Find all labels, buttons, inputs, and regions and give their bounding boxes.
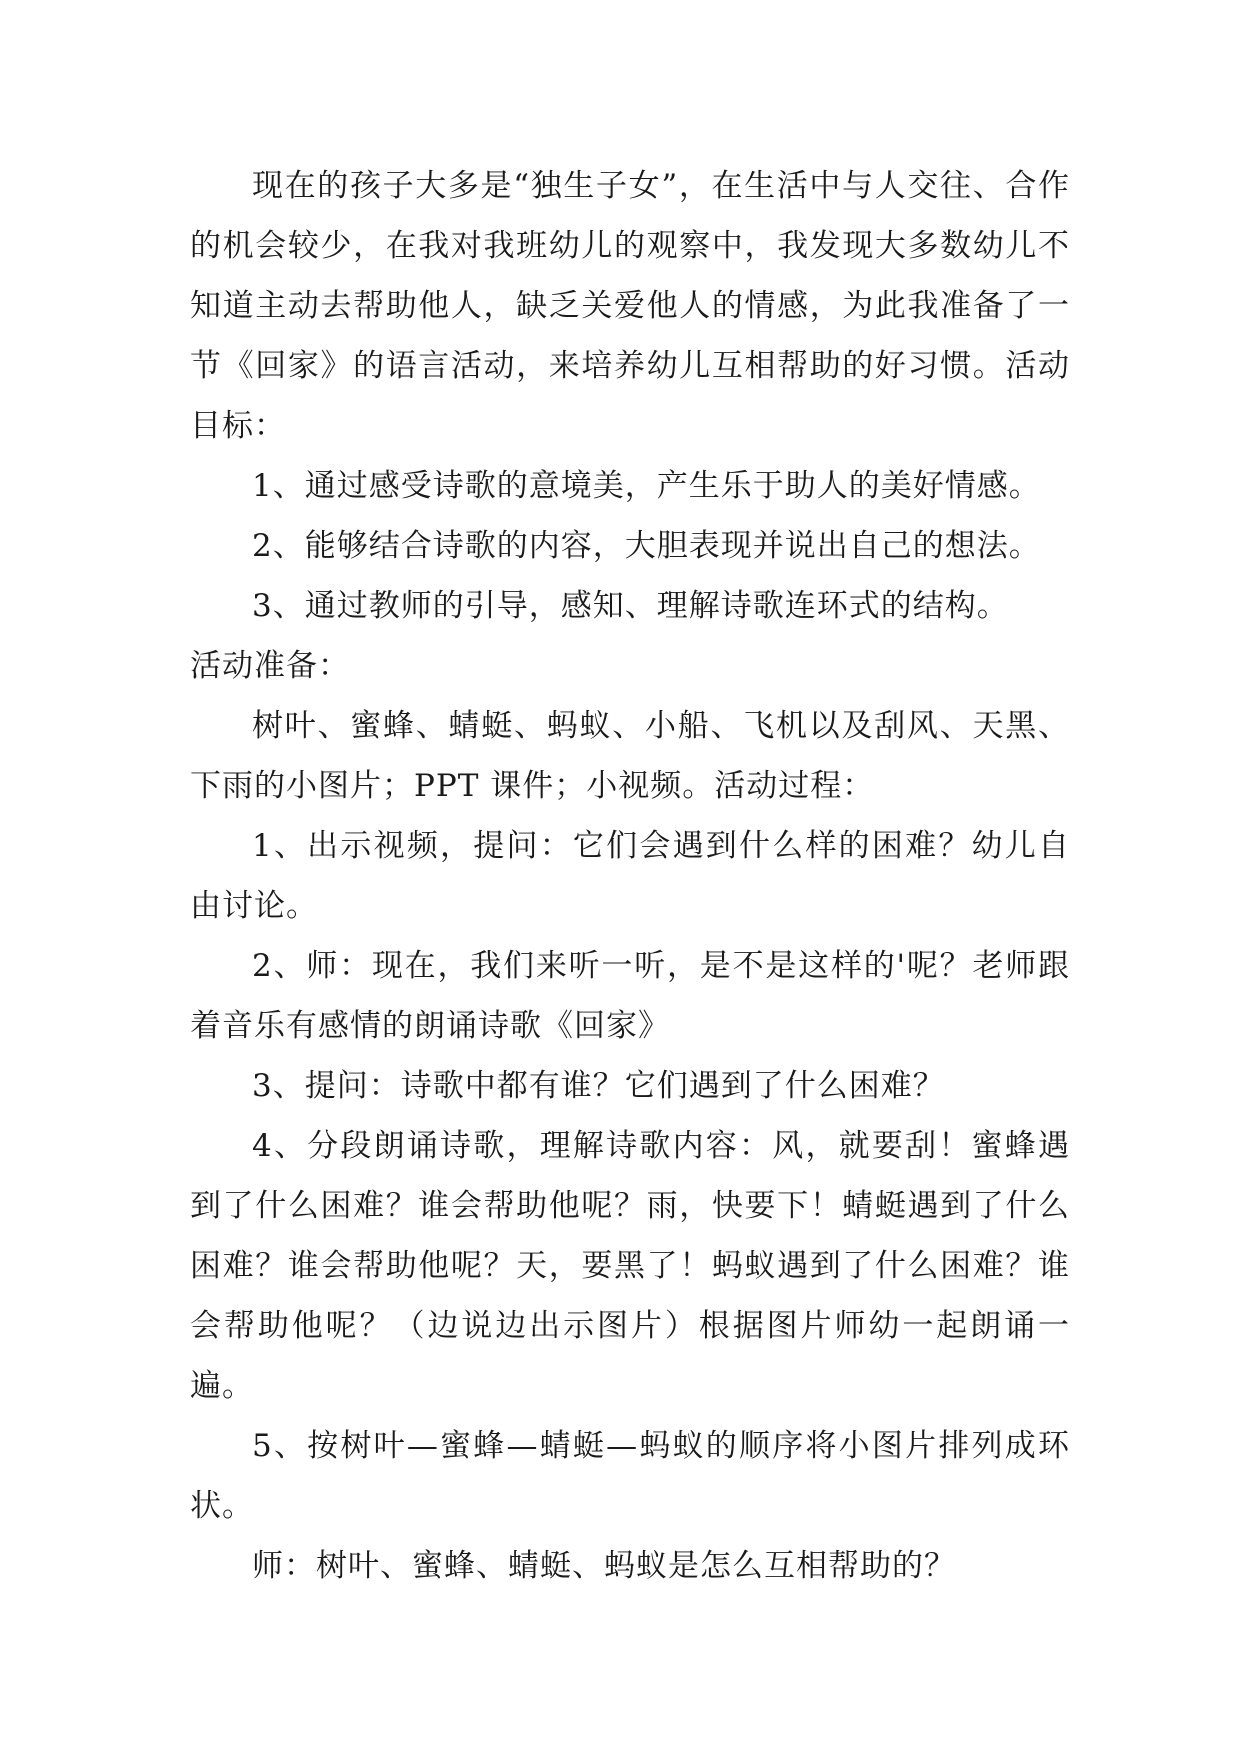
- paragraph-goal-1: 1、通过感受诗歌的意境美，产生乐于助人的美好情感。: [252, 468, 1041, 504]
- document-body: [190, 156, 1070, 1596]
- paragraph-goal-3: 3、通过教师的引导，感知、理解诗歌连环式的结构。: [252, 588, 1009, 624]
- paragraph-step-5: 5、按树叶—蜜蜂—蜻蜓—蚂蚁的顺序将小图片排列成环状。: [190, 1428, 1070, 1524]
- heading-preparation: 活动准备：: [190, 648, 350, 684]
- paragraph-goal-2: 2、能够结合诗歌的内容，大胆表现并说出自己的想法。: [252, 528, 1041, 564]
- paragraph-step-2: 2、师：现在，我们来听一听，是不是这样的'呢？老师跟着音乐有感情的朗诵诗歌《回家》: [190, 948, 1070, 1044]
- paragraph-teacher-question: 师：树叶、蜜蜂、蜻蜓、蚂蚁是怎么互相帮助的？: [252, 1548, 956, 1584]
- paragraph-step-1: 1、出示视频，提问：它们会遇到什么样的困难？幼儿自由讨论。: [190, 828, 1070, 924]
- paragraph-intro: 现在的孩子大多是“独生子女”，在生活中与人交往、合作的机会较少，在我对我班幼儿的观察中，我发现大多数幼儿不知道主动去帮助他人，缺乏关爱他人的情感，为此我准备了一节《回家》的语言活动，来培养幼儿互相帮助的好习惯。活动目标：: [190, 168, 1070, 444]
- paragraph-preparation: 树叶、蜜蜂、蜻蜓、蚂蚁、小船、飞机以及刮风、天黑、下雨的小图片；PPT 课件；小视频。活动过程：: [190, 708, 1070, 804]
- paragraph-step-3: 3、提问：诗歌中都有谁？它们遇到了什么困难？: [252, 1068, 945, 1104]
- paragraph-step-4: 4、分段朗诵诗歌，理解诗歌内容：风，就要刮！蜜蜂遇到了什么困难？谁会帮助他呢？雨，快要下！蜻蜓遇到了什么困难？谁会帮助他呢？天，要黑了！蚂蚁遇到了什么困难？谁会帮助他呢？（边说边出示图片）根据图片师幼一起朗诵一遍。: [190, 1128, 1070, 1404]
